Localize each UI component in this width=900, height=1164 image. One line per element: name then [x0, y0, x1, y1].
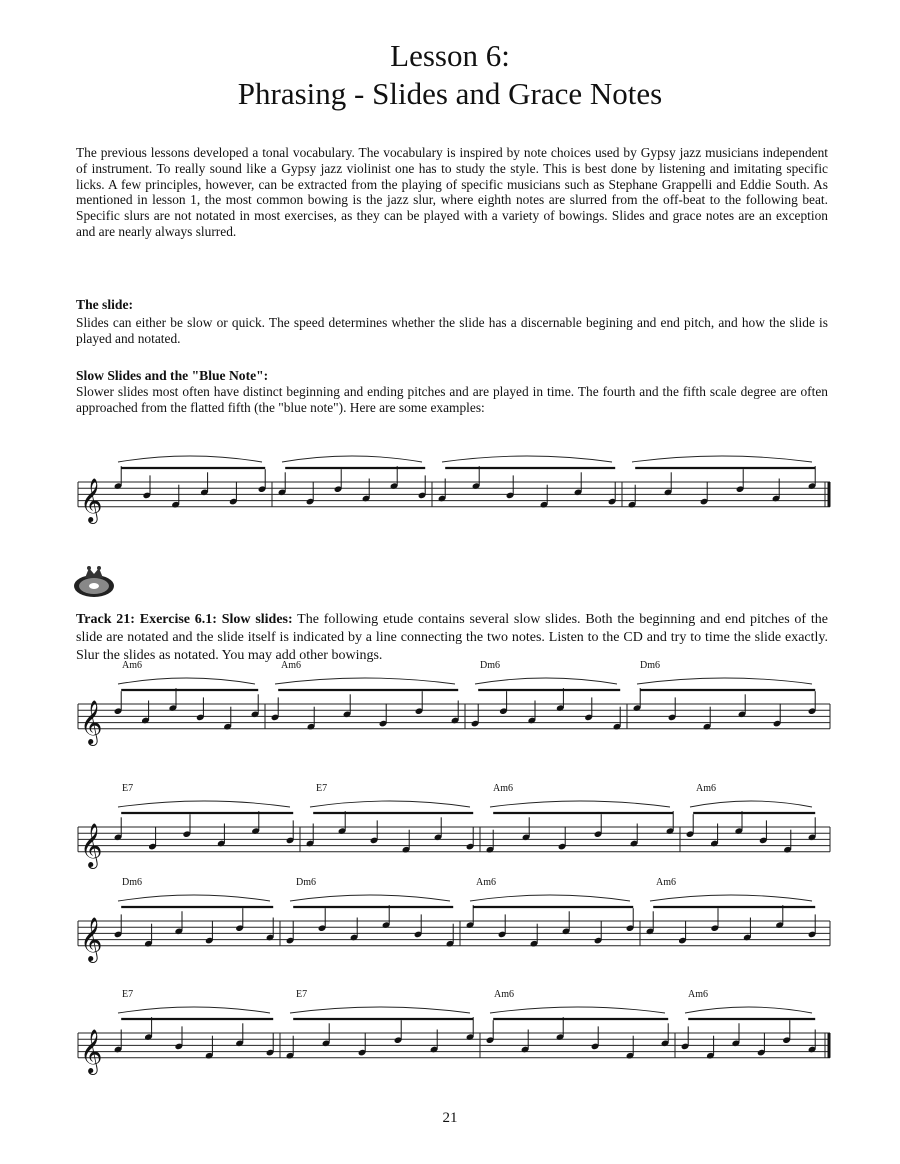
treble-clef-icon: 𝄞 — [80, 477, 103, 522]
chord-symbol: Am6 — [493, 783, 513, 794]
chord-symbol: E7 — [122, 989, 134, 1000]
slur-line — [290, 895, 450, 901]
slide-paragraph: Slides can either be slow or quick. The speed determines whether the slide has a discernable begining and end pitch, and how the slide is played and notated. — [76, 315, 828, 346]
lesson-title: Phrasing - Slides and Grace Notes — [237, 76, 663, 111]
slur-line — [490, 1007, 665, 1013]
treble-clef-icon: 𝄞 — [80, 916, 103, 961]
chord-symbol: Dm6 — [296, 877, 316, 888]
intro-paragraph: The previous lessons developed a tonal vocabulary. The vocabulary is inspired by note choices used by Gypsy jazz musicians independent of instrument. To really sound like a Gypsy jazz violinist one has to study the style. This is best done by listening and imitating specific licks. A few principles, however, can be extracted from the playing of specific musicians such as Stephane Grappelli and Eddie South. As mentioned in lesson 1, the most common bowing is the jazz slur, where eighth notes are slurred from the off-beat to the following beat. Specific slurs are not notated in most exercises, as they can be played with a variety of bowings. Slides and grace notes are an exception and are nearly always slurred. — [76, 145, 828, 239]
slur-line — [632, 456, 812, 462]
chord-symbol: Am6 — [122, 660, 142, 671]
slur-line — [690, 801, 812, 807]
chord-symbol: Am6 — [476, 877, 496, 888]
slur-line — [475, 678, 617, 684]
chord-symbol: Dm6 — [122, 877, 142, 888]
slur-line — [118, 895, 270, 901]
slur-line — [118, 456, 262, 462]
slur-line — [275, 678, 455, 684]
slur-line — [118, 801, 290, 807]
chord-symbol: Am6 — [494, 989, 514, 1000]
page-number: 21 — [442, 1110, 458, 1126]
treble-clef-icon: 𝄞 — [80, 1028, 103, 1073]
chord-symbol: Am6 — [656, 877, 676, 888]
exercise-body: The following etude contains several slow slides. Both the beginning and end pitches of the slide are notated and the slide itself is indicated by a line connecting the two notes. Listen to the CD and try to time the slide exactly. Slur the slides as notated. You may add other bowings. — [76, 612, 828, 663]
slur-line — [470, 895, 630, 901]
slur-line — [118, 1007, 270, 1013]
slur-line — [490, 801, 670, 807]
slur-line — [290, 1007, 470, 1013]
chord-symbol: Am6 — [281, 660, 301, 671]
chord-symbol: Am6 — [688, 989, 708, 1000]
chord-symbol: E7 — [296, 989, 308, 1000]
chord-symbol: E7 — [122, 783, 134, 794]
exercise-heading: Track 21: Exercise 6.1: Slow slides: — [76, 612, 293, 627]
treble-clef-icon: 𝄞 — [80, 822, 103, 867]
slur-line — [650, 895, 812, 901]
chord-symbol: Am6 — [696, 783, 716, 794]
slow-slides-paragraph: Slower slides most often have distinct beginning and ending pitches and are played in time. The fourth and the fifth scale degree are often approached from the flatted fifth (the "blue note"). Here are some examples: — [76, 384, 828, 415]
chord-symbol: Dm6 — [480, 660, 500, 671]
slur-line — [118, 678, 255, 684]
slur-line — [282, 456, 422, 462]
slur-line — [442, 456, 612, 462]
treble-clef-icon: 𝄞 — [80, 699, 103, 744]
chord-symbol: Dm6 — [640, 660, 660, 671]
chord-symbol: E7 — [316, 783, 328, 794]
slide-heading: The slide: — [76, 297, 134, 312]
slow-slides-heading: Slow Slides and the "Blue Note": — [76, 368, 269, 383]
slur-line — [637, 678, 812, 684]
slur-line — [685, 1007, 812, 1013]
final-bar-line — [828, 1033, 831, 1058]
lesson-number: Lesson 6: — [390, 38, 510, 73]
slur-line — [310, 801, 470, 807]
final-bar-line — [828, 482, 831, 507]
